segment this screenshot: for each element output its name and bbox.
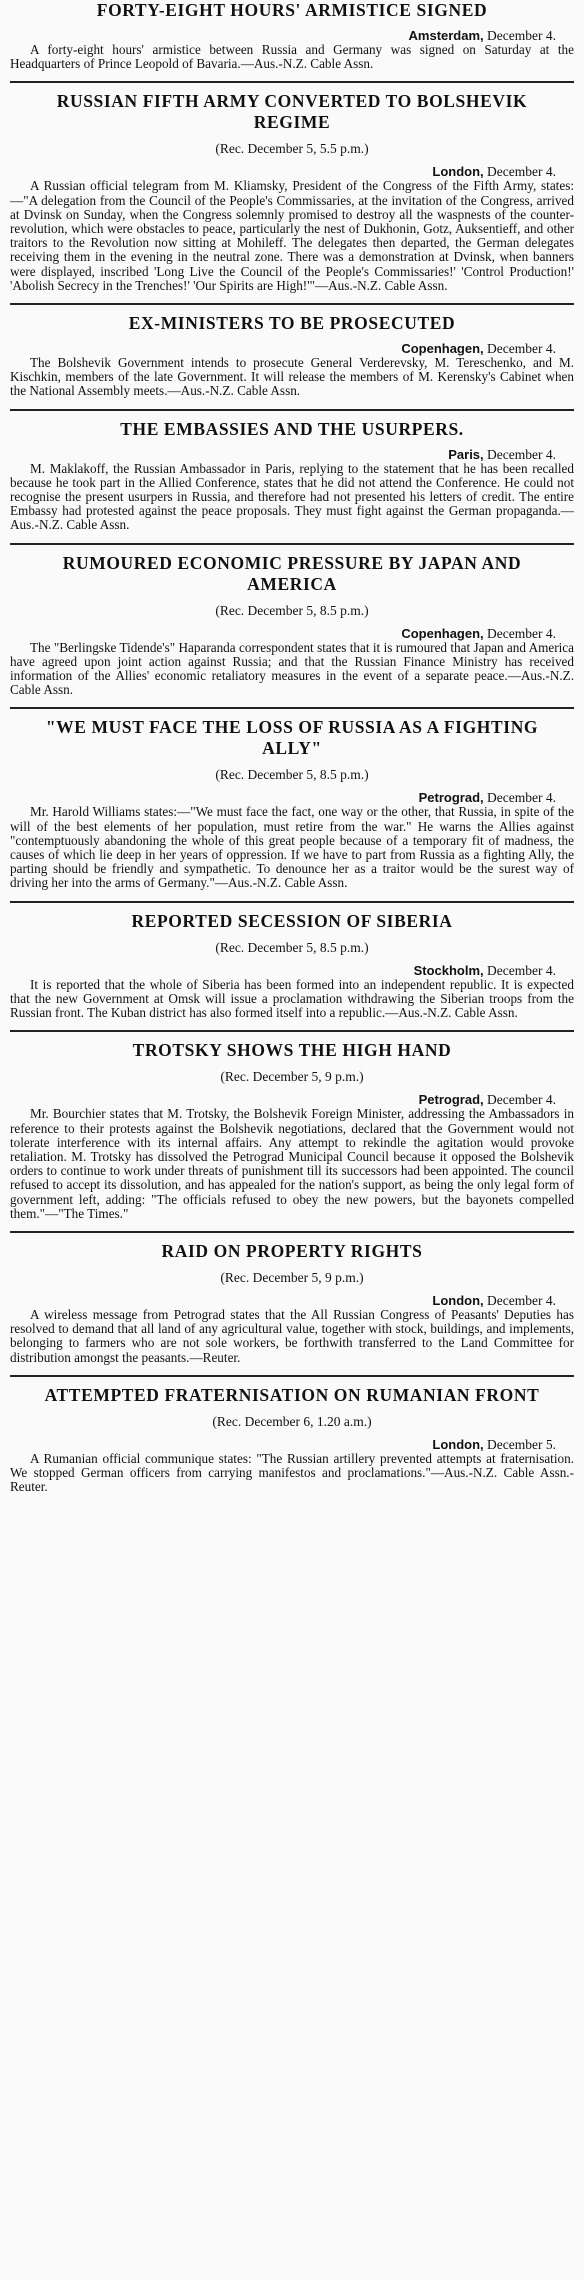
article <box>10 707 574 890</box>
article <box>10 1375 574 1495</box>
column-rule <box>10 543 574 545</box>
article-headline: ATTEMPTED FRATERNISATION ON RUMANIAN FRONT <box>44 1384 540 1405</box>
article-body: The "Berlingske Tidende's" Haparanda correspondent states that it is rumoured that Japan and America have agreed upon joint action against Russia; and that the Russian Finance Ministry has received information of the Allies' economic retaliatory measures in the event of a separate peace.—Aus.-N.Z. Cable Assn. <box>10 639 574 698</box>
dateline-date: December 4. <box>487 28 556 43</box>
dateline-place: London, <box>432 1292 484 1308</box>
column-rule <box>10 1030 574 1032</box>
dateline-place: Petrograd, <box>418 1092 484 1108</box>
article <box>10 1030 574 1221</box>
column-rule <box>10 901 574 903</box>
article-body: It is reported that the whole of Siberia has been formed into an independent republic. It is expected that the new Government at Omsk will issue a proclamation withdrawing the Siberian troops from the Russian front. The Kuban district has also formed itself into a republic.—Aus.-N.Z. Cable Assn. <box>10 976 574 1021</box>
article-body: The Bolshevik Government intends to prosecute General Verderevsky, M. Tereschenko, and M. Kischkin, members of the late Government. It will release the members of M. Kerensky's Cabinet when the National Assembly meets.—Aus.-N.Z. Cable Assn. <box>10 355 574 399</box>
article <box>10 543 574 698</box>
received-time: (Rec. December 5, 8.5 p.m.) <box>215 939 369 955</box>
column-rule <box>10 303 574 305</box>
dateline-date: December 4. <box>487 790 556 806</box>
received-time: (Rec. December 5, 9 p.m.) <box>220 1269 364 1285</box>
dateline-date: December 4. <box>487 341 556 357</box>
dateline <box>10 1438 556 1452</box>
column-rule <box>10 1375 574 1377</box>
article-headline: RAID ON PROPERTY RIGHTS <box>161 1240 423 1261</box>
dateline-place: Stockholm, <box>413 962 484 978</box>
article-body: A forty-eight hours' armistice between Russia and Germany was signed on Saturday at the Headquarters of Prince Leopold of Bavaria.—Aus.-N.Z. Cable Assn. <box>10 42 574 72</box>
dateline <box>10 1294 556 1308</box>
article <box>10 81 574 293</box>
dateline <box>10 448 556 462</box>
received-time: (Rec. December 5, 5.5 p.m.) <box>215 141 369 157</box>
article-headline: "WE MUST FACE THE LOSS OF RUSSIA AS A FIGHTING ALLY" <box>45 717 539 759</box>
column-rule <box>10 707 574 709</box>
article-headline: EX-MINISTERS TO BE PROSECUTED <box>128 313 456 334</box>
column-rule <box>10 409 574 411</box>
dateline <box>10 964 556 978</box>
dateline <box>10 29 556 43</box>
dateline-place: London, <box>432 164 484 180</box>
dateline <box>10 342 556 356</box>
article-body: A wireless message from Petrograd states that the All Russian Congress of Peasants' Deputies has resolved to demand that all land of any agricultural value, together with stock, buildings, and implements, belonging to farmers who are not sole workers, be forthwith transferred to the Land Committee for distribution amongst the peasants.—Reuter. <box>10 1306 574 1365</box>
dateline-place: Copenhagen, <box>401 625 484 641</box>
dateline-date: December 5. <box>487 1436 556 1452</box>
received-time: (Rec. December 5, 8.5 p.m.) <box>215 602 369 618</box>
article <box>10 0 574 71</box>
article <box>10 303 574 399</box>
received-time: (Rec. December 5, 8.5 p.m.) <box>215 767 369 783</box>
article-body: A Russian official telegram from M. Kliamsky, President of the Congress of the Fifth Army, states:—"A delegation from the Council of the People's Commissaries, at the invitation of the Congress, arrived at Dvinsk on Sunday, when the Congress solemnly promised to destroy all the waspnests of the counter-revolution, which were obstacles to peace, particularly the nest of Dukhonin, Gotz, Auksentieff, and other traitors to the Revolution now sitting at Mohileff. The delegates then departed, the German delegates receiving them in the evening in the neutral zone. There was a demonstration at Dvinsk, when banners were displayed, inscribed 'Long Live the Council of the People's Commissaries!' 'Control Production!' 'Abolish Secrecy in the Trenches!' 'Our Spirits are High!'"—Aus.-N.Z. Cable Assn. <box>10 178 574 293</box>
dateline-place: Petrograd, <box>418 790 484 806</box>
dateline-date: December 4. <box>487 1292 556 1308</box>
article-headline: THE EMBASSIES AND THE USURPERS. <box>120 418 464 439</box>
dateline-date: December 4. <box>487 446 556 462</box>
dateline-date: December 4. <box>487 962 556 978</box>
article-headline: FORTY-EIGHT HOURS' ARMISTICE SIGNED <box>96 0 488 20</box>
column-rule <box>10 81 574 83</box>
article-body: Mr. Harold Williams states:—"We must face the fact, one way or the other, that Russia, in spite of the will of the best elements of her population, must retire from the war." He warns the Allies against "contemptuously abandoning the whole of this great people because of a temporary fit of madness, the causes of which lie deep in her years of oppression. If we have to part from Russia as a fighting Ally, the parting should be friendly and sympathetic. To denounce her as a traitor would be the surest way of driving her into the arms of Germany."—Aus.-N.Z. Cable Assn. <box>10 804 574 891</box>
dateline <box>10 627 556 641</box>
article-body: Mr. Bourchier states that M. Trotsky, the Bolshevik Foreign Minister, addressing the Ambassadors in reference to their protests against the Bolshevik negotiations, declared that the Government would not tolerate interference with its internal affairs. Any attempt to rekindle the agitation would provoke retaliation. M. Trotsky has dissolved the Petrograd Municipal Council because it opposed the Bolshevik orders to continue to work under threats of punishment till its successors had been appointed. The council refused to accept its dissolution, and has appealed for the nation's support, as being the only legal form of government left, adding: "The officials refused to obey the new powers, but the bayonets compelled them."—"The Times." <box>10 1106 574 1221</box>
column-rule <box>10 1231 574 1233</box>
dateline-place: Amsterdam, <box>408 28 484 43</box>
article-headline: RUSSIAN FIFTH ARMY CONVERTED TO BOLSHEVIK REGIME <box>56 91 528 133</box>
dateline-place: Copenhagen, <box>401 341 484 357</box>
article <box>10 409 574 533</box>
article-body: A Rumanian official communique states: "The Russian artillery prevented attempts at fraternisation. We stopped German officers from carrying manifestos and proclamations."—Aus.-N.Z. Cable Assn.-Reuter. <box>10 1450 574 1495</box>
dateline-place: Paris, <box>448 446 484 462</box>
article-headline: TROTSKY SHOWS THE HIGH HAND <box>132 1040 452 1061</box>
dateline <box>10 165 556 179</box>
article-headline: REPORTED SECESSION OF SIBERIA <box>131 910 453 931</box>
received-time: (Rec. December 5, 9 p.m.) <box>220 1069 364 1085</box>
dateline <box>10 1093 556 1107</box>
received-time: (Rec. December 6, 1.20 a.m.) <box>212 1413 372 1429</box>
dateline-place: London, <box>432 1436 484 1452</box>
dateline-date: December 4. <box>487 164 556 180</box>
article-body: M. Maklakoff, the Russian Ambassador in Paris, replying to the statement that he has been recalled because he took part in the Allied Conference, states that he did not attend the Conference. He could not recognise the present usurpers in Russia, and therefore had not presented his letters of credit. The entire Embassy had protested against the peace proposals. They must fight against the German propaganda.—Aus.-N.Z. Cable Assn. <box>10 460 574 533</box>
dateline-date: December 4. <box>487 1092 556 1108</box>
article-headline: RUMOURED ECONOMIC PRESSURE BY JAPAN AND AMERICA <box>62 552 522 594</box>
dateline <box>10 791 556 805</box>
dateline-date: December 4. <box>487 625 556 641</box>
article <box>10 1231 574 1365</box>
article <box>10 901 574 1021</box>
